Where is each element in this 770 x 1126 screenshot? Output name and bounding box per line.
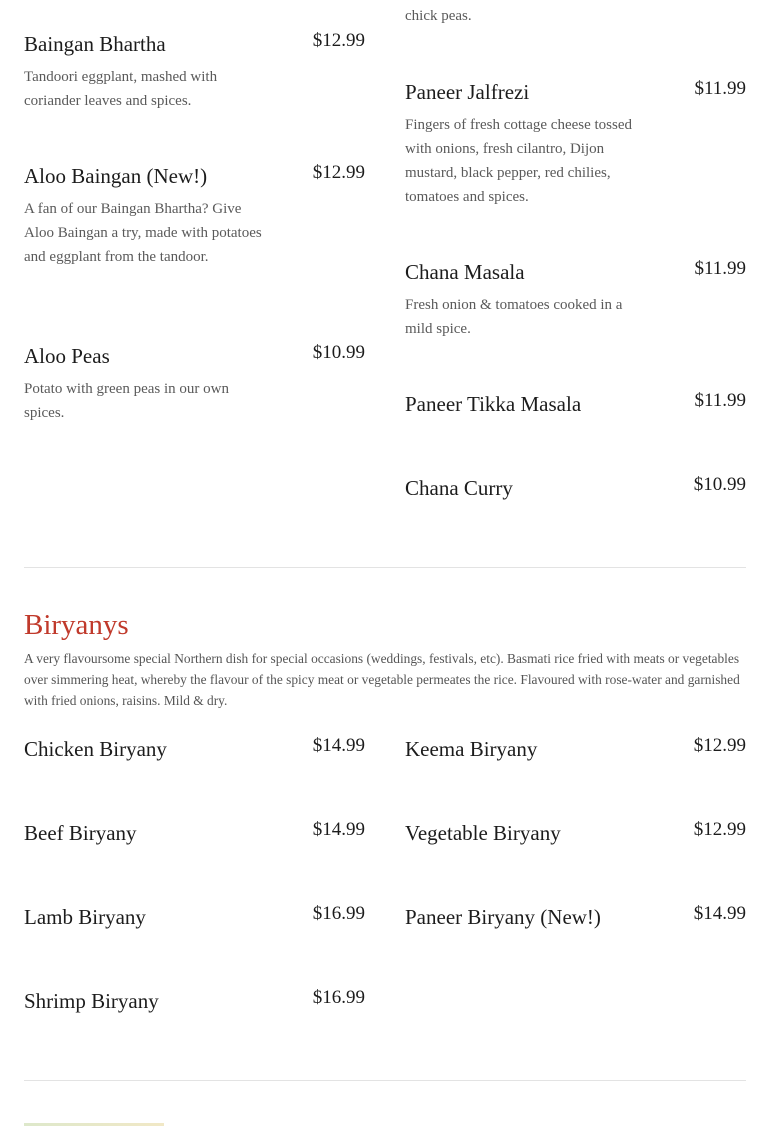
menu-item-price: $14.99 <box>312 819 365 840</box>
partial-item-description: chick peas. <box>405 8 472 24</box>
menu-item-price: $11.99 <box>694 258 746 279</box>
menu-item-name: Baingan Bhartha <box>24 32 166 56</box>
next-section-title-partial <box>24 1116 164 1126</box>
menu-item-price: $16.99 <box>312 903 365 924</box>
menu-item-name: Chicken Biryany <box>24 737 167 761</box>
menu-item-name: Chana Curry <box>405 476 513 500</box>
section-divider <box>24 567 746 568</box>
menu-item-name: Aloo Peas <box>24 344 110 368</box>
menu-item-price: $11.99 <box>694 390 746 411</box>
menu-item-price: $14.99 <box>312 735 365 756</box>
section-title-biryanys: Biryanys <box>24 609 129 641</box>
menu-item-price: $10.99 <box>693 474 746 495</box>
menu-item-price: $12.99 <box>312 162 365 183</box>
menu-item-price: $16.99 <box>312 987 365 1008</box>
section-description: A very flavoursome special Northern dish for special occasions (weddings, festivals, etc). Basmati rice fried with meats or vegetables over simmering heat, whereby the flavour of the spicy meat or vegetable permeates the rice. Flavoured with rose-water and garnished with fried onions, raisins. Mild & dry. <box>24 651 740 708</box>
menu-item-price: $12.99 <box>693 735 746 756</box>
menu-item-name: Keema Biryany <box>405 737 538 761</box>
menu-item-name: Lamb Biryany <box>24 905 146 929</box>
menu-item-name: Aloo Baingan (New!) <box>24 164 208 188</box>
menu-item-name: Vegetable Biryany <box>405 821 561 845</box>
menu-item-description: Tandoori eggplant, mashed with coriander leaves and spices. <box>24 69 218 109</box>
menu-item-name: Paneer Tikka Masala <box>405 392 582 416</box>
menu-item-name: Shrimp Biryany <box>24 989 159 1013</box>
menu-item-price: $10.99 <box>312 342 365 363</box>
menu-item-description: A fan of our Baingan Bhartha? Give Aloo Baingan a try, made with potatoes and eggplant from the tandoor. <box>24 201 262 265</box>
menu-item-description: Fresh onion & tomatoes cooked in a mild spice. <box>405 297 623 337</box>
menu-item-description: Fingers of fresh cottage cheese tossed with onions, fresh cilantro, Dijon mustard, black pepper, red chilies, tomatoes and spices. <box>405 117 633 205</box>
menu-item-price: $12.99 <box>312 30 365 51</box>
menu-item-description: Potato with green peas in our own spices. <box>24 381 229 421</box>
menu-item-name: Beef Biryany <box>24 821 137 845</box>
menu-item-price: $12.99 <box>693 819 746 840</box>
menu-item-name: Paneer Biryany (New!) <box>405 905 601 929</box>
menu-item-price: $14.99 <box>693 903 746 924</box>
section-divider <box>24 1080 746 1081</box>
menu-item-price: $11.99 <box>694 78 746 99</box>
menu-item-name: Chana Masala <box>405 260 525 284</box>
menu-item-name: Paneer Jalfrezi <box>405 80 530 104</box>
